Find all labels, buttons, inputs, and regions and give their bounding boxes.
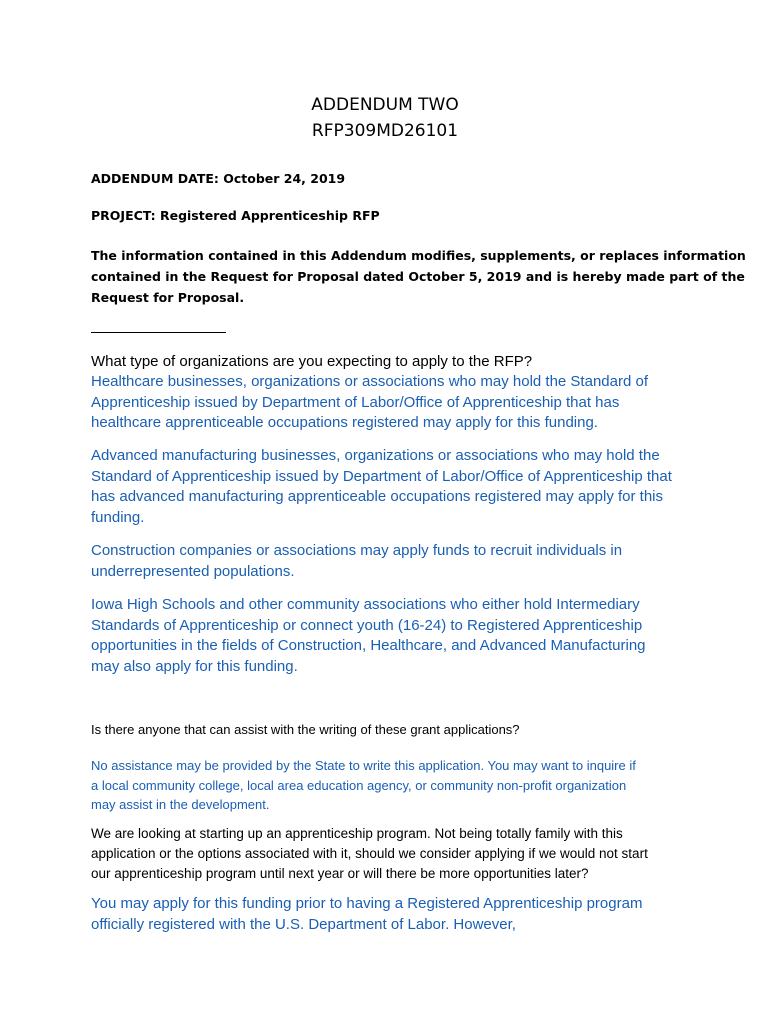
answer-timing <box>91 894 642 935</box>
answer-line: No assistance may be provided by the State to write this application. You may want to inquire if <box>91 758 636 773</box>
question-organizations: What type of organizations are you expecting to apply to the RFP? <box>91 353 533 370</box>
answer-line: underrepresented populations. <box>91 562 295 580</box>
answer-line: You may apply for this funding prior to having a Registered Apprenticeship program <box>91 895 643 912</box>
answer-high-schools <box>91 595 646 677</box>
addendum-date: ADDENDUM DATE: October 24, 2019 <box>91 171 346 186</box>
answer-line: officially registered with the U.S. Department of Labor. However, <box>91 915 516 933</box>
answer-line: Advanced manufacturing businesses, organizations or associations who may hold the <box>91 447 660 464</box>
answer-line: Standards of Apprenticeship or connect youth (16-24) to Registered Apprenticeship <box>91 616 643 634</box>
answer-line: may assist in the development. <box>91 797 270 812</box>
question-line: We are looking at starting up an apprenticeship program. Not being totally family with this <box>91 826 623 841</box>
question-assistance: Is there anyone that can assist with the writing of these grant applications? <box>91 722 520 737</box>
answer-line: Apprenticeship issued by Department of Labor/Office of Apprenticeship that has <box>91 393 620 411</box>
addendum-title: ADDENDUM TWO <box>311 95 459 115</box>
intro-paragraph <box>91 245 746 308</box>
answer-line: a local community college, local area education agency, or community non-profit organization <box>91 777 627 793</box>
answer-manufacturing <box>91 446 672 528</box>
answer-line: Standard of Apprenticeship issued by Department of Labor/Office of Apprenticeship that <box>91 467 672 485</box>
answer-healthcare <box>91 372 648 434</box>
answer-construction <box>91 541 622 582</box>
answer-line: funding. <box>91 508 145 526</box>
intro-line: The information contained in this Addendum modifies, supplements, or replaces information <box>91 248 746 263</box>
answer-line: opportunities in the fields of Construction, Healthcare, and Advanced Manufacturing <box>91 637 646 654</box>
answer-line: healthcare apprenticeable occupations registered may apply for this funding. <box>91 414 598 431</box>
answer-line: may also apply for this funding. <box>91 657 298 675</box>
question-line: our apprenticeship program until next year or will there be more opportunities later? <box>91 866 589 881</box>
question-timing <box>91 824 648 884</box>
question-line: application or the options associated with it, should we consider applying if we would not start <box>91 846 648 861</box>
section-divider <box>91 332 226 333</box>
intro-line: Request for Proposal. <box>91 290 245 305</box>
intro-line: contained in the Request for Proposal dated October 5, 2019 and is hereby made part of the <box>91 269 745 284</box>
answer-line: has advanced manufacturing apprenticeable occupations registered may apply for this <box>91 488 664 505</box>
answer-assistance <box>91 756 636 815</box>
answer-line: Construction companies or associations may apply funds to recruit individuals in <box>91 542 623 559</box>
project-name: PROJECT: Registered Apprenticeship RFP <box>91 208 380 223</box>
rfp-number: RFP309MD26101 <box>311 121 459 141</box>
answer-line: Healthcare businesses, organizations or associations who may hold the Standard of <box>91 373 648 390</box>
answer-line: Iowa High Schools and other community associations who either hold Intermediary <box>91 596 640 613</box>
